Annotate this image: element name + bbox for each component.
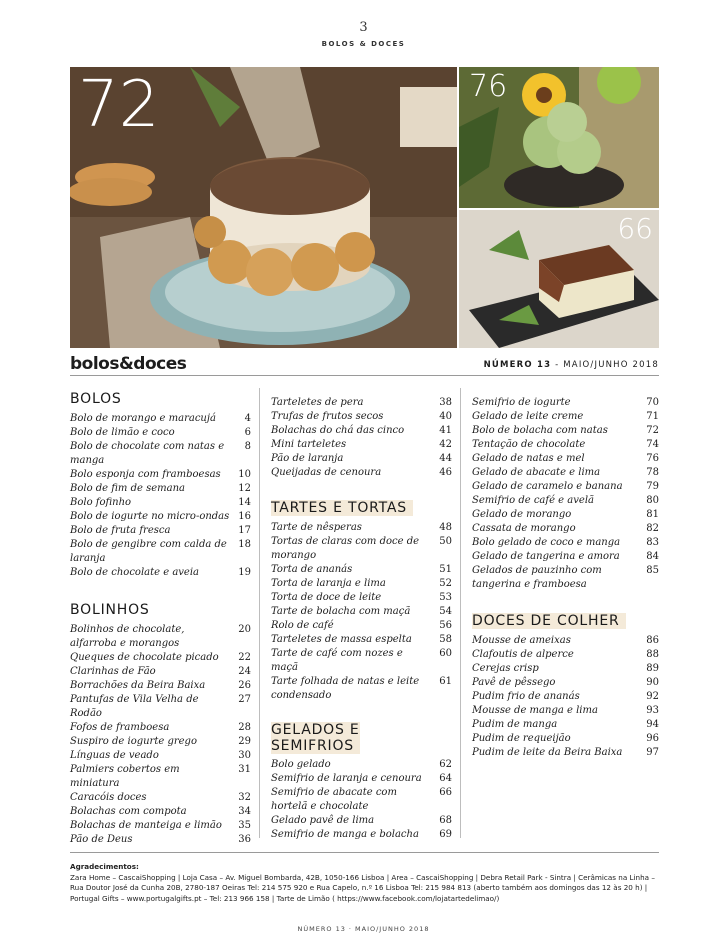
recipe-title: Tarteletes de massa espelta [271, 634, 412, 645]
toc-entry [70, 693, 251, 721]
acknowledgements [70, 862, 659, 904]
toc-entry [472, 634, 659, 648]
section-heading-text: GELADOS E SEMIFRIOS [271, 722, 360, 754]
toc-entry [472, 704, 659, 718]
recipe-title: Fofos de framboesa [70, 722, 170, 733]
toc-list [70, 412, 251, 580]
recipe-page: 19 [238, 567, 251, 578]
recipe-page: 24 [238, 666, 251, 677]
toc-entry [271, 452, 452, 466]
recipe-page: 51 [439, 564, 452, 575]
recipe-page: 44 [439, 453, 452, 464]
toc-entry [472, 676, 659, 690]
recipe-title: Queques de chocolate picado [70, 652, 219, 663]
recipe-page: 10 [238, 469, 251, 480]
column-divider [460, 388, 461, 838]
recipe-page: 36 [238, 834, 251, 845]
toc-entry [70, 819, 251, 833]
section-heading-text: TARTES E TORTAS [271, 500, 413, 516]
toc-entry [70, 426, 251, 440]
toc-list [472, 634, 659, 760]
recipe-page: 52 [439, 578, 452, 589]
recipe-title: Pudim de leite da Beira Baixa [472, 747, 623, 758]
recipe-title: Gelado de natas e mel [472, 453, 585, 464]
recipe-title: Bolo de fruta fresca [70, 525, 171, 536]
recipe-page: 78 [646, 467, 659, 478]
recipe-title: Gelado de caramelo e banana [472, 481, 623, 492]
recipe-page: 42 [439, 439, 452, 450]
recipe-title: Borrachões da Beira Baixa [70, 680, 206, 691]
recipe-page: 35 [238, 820, 251, 831]
recipe-title: Mini tarteletes [271, 439, 347, 450]
recipe-title: Pão de Deus [70, 834, 133, 845]
recipe-title: Suspiro de iogurte grego [70, 736, 197, 747]
recipe-title: Torta de doce de leite [271, 592, 382, 603]
toc-entry [271, 619, 452, 633]
recipe-page: 76 [646, 453, 659, 464]
toc-entry [271, 466, 452, 480]
toc-entry [271, 577, 452, 591]
toc-entry [70, 468, 251, 482]
recipe-title: Gelado de abacate e lima [472, 467, 601, 478]
toc-entry [472, 550, 659, 564]
recipe-page: 29 [238, 736, 251, 747]
recipe-title: Gelado de tangerina e amora [472, 551, 620, 562]
section-title: BOLOS & DOCES [321, 40, 406, 48]
recipe-title: Gelado de leite creme [472, 411, 584, 422]
recipe-title: Bolo gelado [271, 759, 331, 770]
recipe-page: 28 [238, 722, 251, 733]
toc-entry [472, 732, 659, 746]
toc-entry [70, 496, 251, 510]
recipe-page: 66 [439, 787, 452, 798]
recipe-title: Bolo gelado de coco e manga [472, 537, 621, 548]
toc-entry [472, 480, 659, 494]
recipe-title: Tortas de claras com doce de morango [271, 536, 420, 561]
recipe-title: Tarte de bolacha com maçã [271, 606, 411, 617]
recipe-page: 20 [238, 624, 251, 635]
recipe-title: Semifrio de café e avelã [472, 495, 594, 506]
recipe-page: 46 [439, 467, 452, 478]
toc-entry [271, 591, 452, 605]
recipe-page: 97 [646, 747, 659, 758]
toc-entry [70, 412, 251, 426]
toc-entry [472, 746, 659, 760]
toc-list [271, 758, 452, 842]
toc-entry [70, 833, 251, 847]
toc-column-2 [271, 396, 452, 842]
recipe-page: 54 [439, 606, 452, 617]
recipe-page: 62 [439, 759, 452, 770]
recipe-title: Tarteletes de pera [271, 397, 364, 408]
recipe-page: 90 [646, 677, 659, 688]
issue-date: - MAIO/JUNHO 2018 [551, 360, 659, 370]
recipe-title: Pudim frio de ananás [472, 691, 580, 702]
recipe-page: 4 [244, 413, 251, 424]
recipe-page: 86 [646, 635, 659, 646]
toc-entry [271, 605, 452, 619]
toc-entry [70, 651, 251, 665]
recipe-title: Tentação de chocolate [472, 439, 586, 450]
recipe-title: Palmiers cobertos em miniatura [70, 764, 180, 789]
recipe-title: Bolo de gengibre com calda de laranja [70, 539, 227, 564]
recipe-page: 92 [646, 691, 659, 702]
issue-number: NÚMERO 13 [483, 360, 552, 370]
recipe-page: 72 [646, 425, 659, 436]
toc-entry [70, 510, 251, 524]
recipe-title: Bolo fofinho [70, 497, 132, 508]
issue-info [484, 360, 659, 370]
toc-entry [472, 438, 659, 452]
recipe-title: Torta de laranja e lima [271, 578, 386, 589]
recipe-title: Bolo de limão e coco [70, 427, 175, 438]
section-heading [271, 722, 376, 754]
recipe-page: 70 [646, 397, 659, 408]
acknowledgements-label: Agradecimentos: [70, 862, 139, 871]
recipe-title: Bolo de bolacha com natas [472, 425, 608, 436]
toc-entry [70, 524, 251, 538]
recipe-page: 53 [439, 592, 452, 603]
recipe-title: Gelados de pauzinho com tangerina e framboesa [472, 565, 602, 590]
toc-entry [271, 675, 452, 703]
recipe-page: 64 [439, 773, 452, 784]
toc-entry [271, 814, 452, 828]
toc-entry [472, 424, 659, 438]
section-heading [472, 612, 659, 630]
recipe-title: Cerejas crisp [472, 663, 539, 674]
toc-entry [70, 679, 251, 693]
toc-entry [70, 623, 251, 651]
toc-entry [472, 410, 659, 424]
recipe-page: 27 [238, 694, 251, 705]
recipe-page: 96 [646, 733, 659, 744]
recipe-title: Clafoutis de alperce [472, 649, 574, 660]
recipe-page: 50 [439, 536, 452, 547]
recipe-page: 94 [646, 719, 659, 730]
toc-list [472, 396, 659, 592]
toc-entry [70, 735, 251, 749]
photo-page-number: 66 [617, 212, 653, 245]
recipe-title: Cassata de morango [472, 523, 576, 534]
recipe-title: Bolachas do chá das cinco [271, 425, 405, 436]
recipe-title: Mousse de manga e lima [472, 705, 598, 716]
toc-list [271, 521, 452, 703]
toc-entry [472, 452, 659, 466]
recipe-title: Bolachas de manteiga e limão [70, 820, 222, 831]
recipe-page: 71 [646, 411, 659, 422]
recipe-page: 17 [238, 525, 251, 536]
recipe-title: Pão de laranja [271, 453, 344, 464]
toc-entry [271, 396, 452, 410]
toc-entry [271, 786, 452, 814]
toc-entry [70, 566, 251, 580]
toc-list [271, 396, 452, 480]
header-rule [70, 375, 659, 376]
recipe-page: 85 [646, 565, 659, 576]
recipe-page: 48 [439, 522, 452, 533]
toc-entry [472, 522, 659, 536]
recipe-title: Bolo de iogurte no micro-ondas [70, 511, 230, 522]
toc-entry [271, 828, 452, 842]
section-heading [271, 499, 452, 517]
toc-entry [70, 749, 251, 763]
recipe-title: Semifrio de iogurte [472, 397, 571, 408]
recipe-title: Semifrio de laranja e cenoura [271, 773, 422, 784]
recipe-page: 34 [238, 806, 251, 817]
recipe-page: 12 [238, 483, 251, 494]
toc-entry [70, 791, 251, 805]
recipe-title: Pantufas de Vila Velha de Rodão [70, 694, 199, 719]
toc-entry [271, 438, 452, 452]
recipe-page: 58 [439, 634, 452, 645]
toc-entry [271, 647, 452, 675]
magazine-logo: bolos&doces [70, 354, 187, 374]
recipe-title: Bolo de chocolate e aveia [70, 567, 200, 578]
recipe-page: 8 [244, 441, 251, 452]
recipe-title: Pavê de pêssego [472, 677, 556, 688]
toc-entry [472, 564, 659, 592]
recipe-title: Bolachas com compota [70, 806, 187, 817]
recipe-title: Bolo esponja com framboesas [70, 469, 221, 480]
recipe-title: Torta de ananás [271, 564, 353, 575]
toc-entry [70, 805, 251, 819]
toc-entry [271, 424, 452, 438]
recipe-page: 32 [238, 792, 251, 803]
toc-entry [271, 563, 452, 577]
footer-rule [70, 852, 659, 853]
recipe-page: 6 [244, 427, 251, 438]
recipe-page: 83 [646, 537, 659, 548]
column-divider [259, 388, 260, 838]
toc-entry [472, 536, 659, 550]
toc-entry [70, 665, 251, 679]
toc-column-3 [472, 396, 659, 760]
photo-page-number: 72 [78, 68, 160, 142]
photo-page-number: 76 [469, 69, 508, 104]
toc-entry [271, 521, 452, 535]
toc-entry [70, 763, 251, 791]
recipe-page: 16 [238, 511, 251, 522]
recipe-title: Bolo de morango e maracujá [70, 413, 216, 424]
recipe-page: 61 [439, 676, 452, 687]
recipe-page: 22 [238, 652, 251, 663]
recipe-title: Semifrio de manga e bolacha [271, 829, 419, 840]
recipe-page: 41 [439, 425, 452, 436]
recipe-page: 38 [439, 397, 452, 408]
recipe-page: 18 [238, 539, 251, 550]
recipe-page: 30 [238, 750, 251, 761]
recipe-page: 82 [646, 523, 659, 534]
recipe-title: Mousse de ameixas [472, 635, 571, 646]
toc-entry [472, 508, 659, 522]
semifreddo-photo [459, 210, 659, 348]
recipe-page: 40 [439, 411, 452, 422]
recipe-page: 26 [238, 680, 251, 691]
recipe-page: 14 [238, 497, 251, 508]
recipe-page: 56 [439, 620, 452, 631]
toc-entry [472, 662, 659, 676]
toc-entry [271, 633, 452, 647]
recipe-title: Trufas de frutos secos [271, 411, 384, 422]
recipe-title: Línguas de veado [70, 750, 159, 761]
recipe-page: 68 [439, 815, 452, 826]
toc-entry [271, 410, 452, 424]
recipe-page: 81 [646, 509, 659, 520]
toc-entry [70, 482, 251, 496]
toc-entry [472, 648, 659, 662]
recipe-title: Rolo de café [271, 620, 334, 631]
section-heading: BOLINHOS [70, 602, 150, 618]
footer: NÚMERO 13 · MAIO/JUNHO 2018 [297, 925, 430, 933]
recipe-title: Caracóis doces [70, 792, 147, 803]
recipe-page: 31 [238, 764, 251, 775]
toc-entry [472, 396, 659, 410]
toc-entry [472, 466, 659, 480]
recipe-title: Tarte folhada de natas e leite condensado [271, 676, 420, 701]
toc-entry [271, 772, 452, 786]
acknowledgements-text: Zara Home – CascaiShopping | Loja Casa – Av. Miguel Bombarda, 42B, 1050-166 Lisboa | Area – CascaiShopping | Debra Retail Park - Sintra | Cerâmicas na Linha – Rua Doutor José da Cunha 20B, 2780-187 Oeiras Tel: 214 575 920 e Rua Capelo, n.º 16 Lisboa Tel: 215 984 813 (aberto também aos domingos das 12 às 20 h) | Portugal Gifts – www.portugalgifts.pt – Tel: 213 966 158 | Tarte de Limão ( https://www.facebook.com/lojatartedelimao/) [70, 872, 655, 903]
toc-entry [70, 538, 251, 566]
main-photo [70, 67, 457, 348]
recipe-title: Bolo de fim de semana [70, 483, 185, 494]
recipe-title: Tarte de nêsperas [271, 522, 362, 533]
recipe-page: 88 [646, 649, 659, 660]
toc-entry [472, 494, 659, 508]
recipe-page: 89 [646, 663, 659, 674]
recipe-page: 74 [646, 439, 659, 450]
toc-entry [271, 758, 452, 772]
section-heading: BOLOS [70, 391, 122, 407]
recipe-title: Pudim de requeijão [472, 733, 571, 744]
toc-entry [70, 440, 251, 468]
toc-column-1 [70, 390, 251, 847]
recipe-title: Bolinhos de chocolate, alfarroba e morangos [70, 624, 185, 649]
recipe-page: 79 [646, 481, 659, 492]
recipe-title: Bolo de chocolate com natas e manga [70, 441, 225, 466]
recipe-title: Pudim de manga [472, 719, 558, 730]
toc-entry [472, 690, 659, 704]
ice-cream-photo [459, 67, 659, 208]
recipe-title: Gelado pavê de lima [271, 815, 375, 826]
recipe-page: 84 [646, 551, 659, 562]
recipe-title: Gelado de morango [472, 509, 572, 520]
toc-entry [70, 721, 251, 735]
recipe-title: Queijadas de cenoura [271, 467, 382, 478]
section-heading-text: DOCES DE COLHER [472, 613, 626, 629]
recipe-page: 80 [646, 495, 659, 506]
recipe-page: 93 [646, 705, 659, 716]
recipe-page: 60 [439, 648, 452, 659]
toc-entry [271, 535, 452, 563]
recipe-page: 69 [439, 829, 452, 840]
recipe-title: Clarinhas de Fão [70, 666, 156, 677]
page-number: 3 [359, 20, 368, 35]
toc-list [70, 623, 251, 847]
toc-entry [472, 718, 659, 732]
recipe-title: Tarte de café com nozes e maçã [271, 648, 403, 673]
recipe-title: Semifrio de abacate com hortelã e chocolate [271, 787, 397, 812]
